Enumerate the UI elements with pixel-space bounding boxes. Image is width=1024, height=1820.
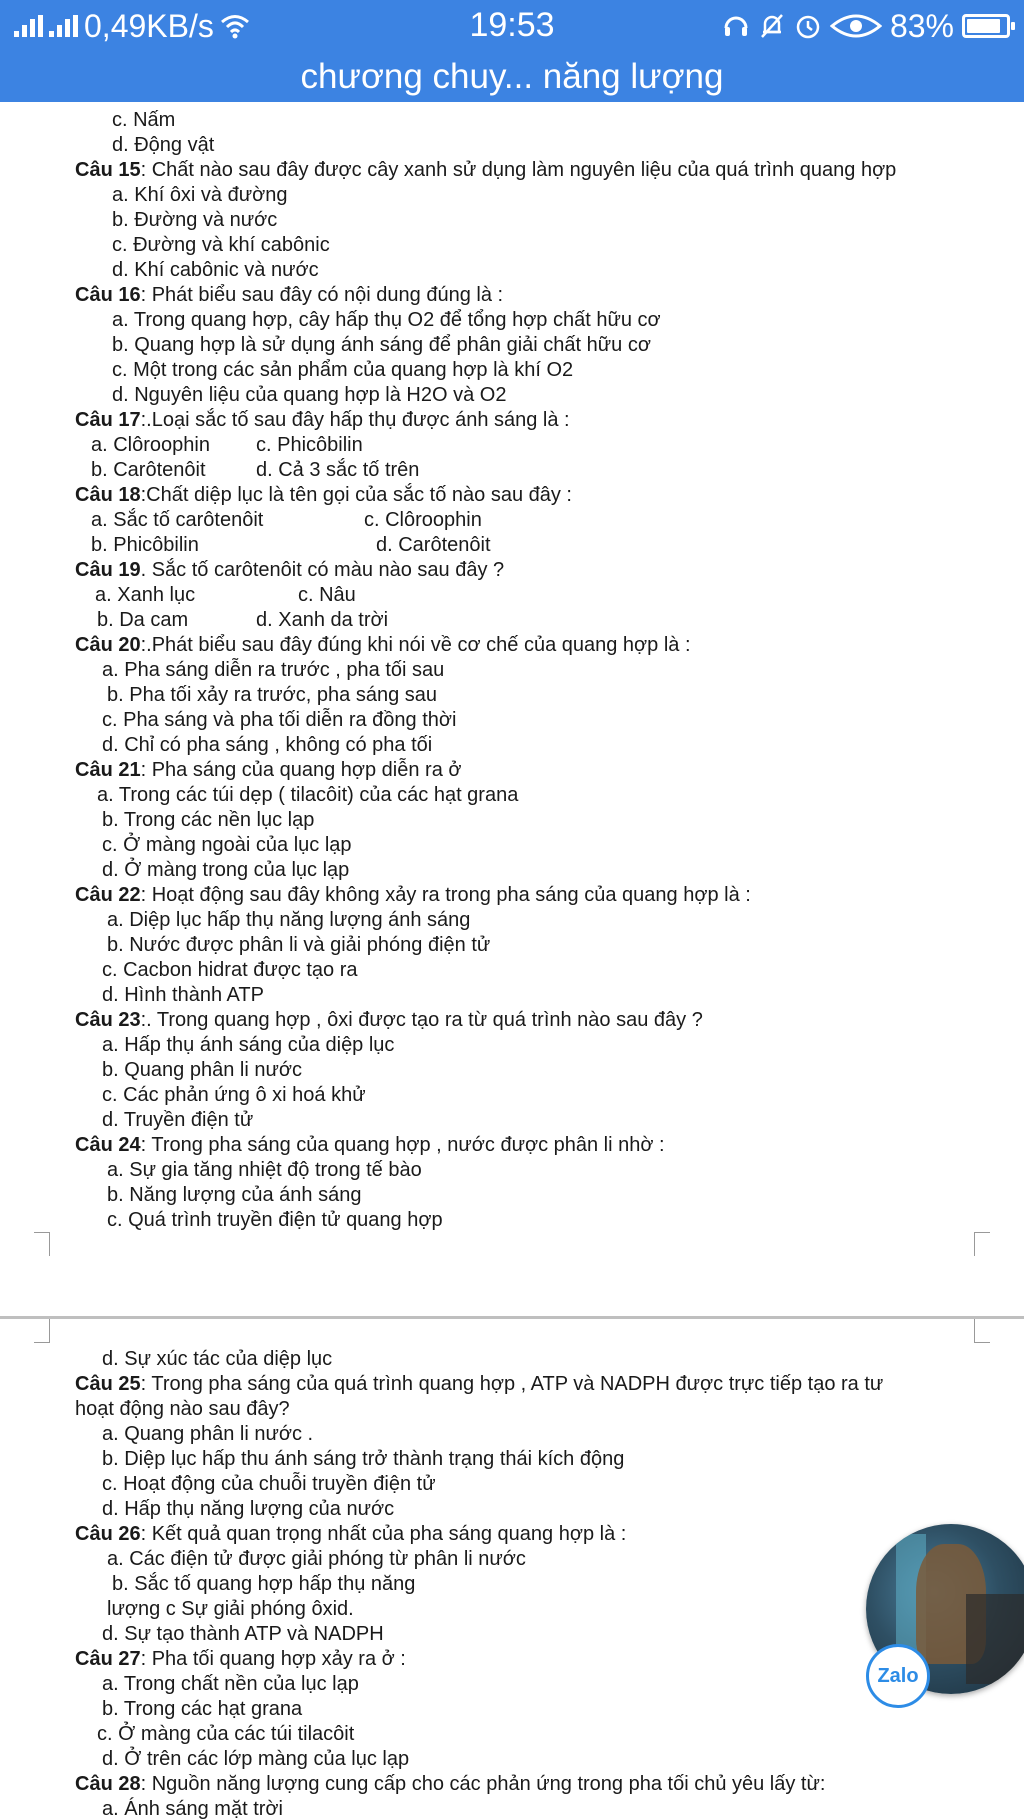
answer-line: [91, 458, 206, 483]
answer-line: [376, 533, 491, 558]
answer-line: [112, 308, 661, 333]
line-text: : Chất nào sau đây được cây xanh sử dụng làm nguyên liệu của quá trình quang hợp: [140, 159, 897, 181]
question-line: [75, 1133, 665, 1158]
status-right: [722, 6, 1010, 46]
line-text: lượng c Sự giải phóng ôxid.: [107, 1598, 354, 1620]
question-label: Câu 17: [75, 409, 141, 431]
answer-line: [91, 508, 263, 533]
mute-bell-icon: [758, 12, 786, 40]
answer-line: [256, 433, 363, 458]
answer-line: [112, 108, 175, 133]
line-text: d. Khí cabônic và nước: [112, 259, 319, 281]
line-text: c. Đường và khí cabônic: [112, 234, 330, 256]
line-text: b. Da cam: [97, 609, 189, 631]
line-text: a. Sự gia tăng nhiệt độ trong tế bào: [107, 1159, 422, 1181]
line-text: c. Hoạt động của chuỗi truyền điện tử: [102, 1473, 436, 1495]
question-line: [75, 758, 462, 783]
line-text: a. Hấp thụ ánh sáng của diệp lục: [102, 1034, 395, 1056]
answer-line: [102, 1033, 394, 1058]
avatar-photo-detail: [966, 1594, 1024, 1684]
line-text: d. Hấp thụ năng lượng của nước: [102, 1498, 395, 1520]
line-text: c. Phicôbilin: [256, 434, 363, 456]
answer-line: [102, 658, 444, 683]
answer-line: [102, 1797, 283, 1820]
line-text: b. Trong các hạt grana: [102, 1698, 303, 1720]
line-text: d. Xanh da trời: [256, 609, 389, 631]
answer-line: [102, 1422, 313, 1447]
line-text: b. Quang phân li nước: [102, 1059, 302, 1081]
answer-line: [364, 508, 482, 533]
answer-line: [102, 1747, 409, 1772]
answer-line: [112, 383, 506, 408]
line-text: c. Clôroophin: [364, 509, 482, 531]
question-label: Câu 27: [75, 1648, 141, 1670]
line-text: : Nguồn năng lượng cung cấp cho các phản ứng trong pha tối chủ yêu lấy từ:: [140, 1773, 826, 1795]
answer-line: [102, 733, 432, 758]
line-text: c. Pha sáng và pha tối diễn ra đồng thời: [102, 709, 457, 731]
question-label: Câu 20: [75, 634, 141, 656]
answer-line: [102, 1108, 253, 1133]
line-text: a. Diệp lục hấp thụ năng lượng ánh sáng: [107, 909, 471, 931]
line-text: d. Cả 3 sắc tố trên: [256, 459, 420, 481]
answer-line: [102, 1672, 359, 1697]
answer-line: [112, 133, 214, 158]
question-label: Câu 23: [75, 1009, 141, 1031]
answer-line: [102, 958, 358, 983]
line-text: b. Quang hợp là sử dụng ánh sáng để phân giải chất hữu cơ: [112, 334, 651, 356]
line-text: c. Quá trình truyền điện tử quang hợp: [107, 1209, 443, 1231]
question-line: [75, 1772, 825, 1797]
page-corner-mark: [34, 1319, 50, 1343]
question-label: Câu 25: [75, 1373, 141, 1395]
line-text: a. Sắc tố carôtenôit: [91, 509, 264, 531]
line-text: a. Quang phân li nước .: [102, 1423, 314, 1445]
question-label: Câu 19: [75, 559, 141, 581]
line-text: :. Trong quang hợp , ôxi được tạo ra từ quá trình nào sau đây ?: [140, 1009, 703, 1031]
line-text: d. Carôtenôit: [376, 534, 491, 556]
line-text: : Phát biểu sau đây có nội dung đúng là :: [140, 284, 504, 306]
answer-line: [107, 1208, 443, 1233]
answer-line: [256, 608, 388, 633]
answer-line: [107, 933, 490, 958]
line-text: :.Loại sắc tố sau đây hấp thụ được ánh sáng là :: [140, 409, 570, 431]
line-text: a. Clôroophin: [91, 434, 210, 456]
line-text: b. Sắc tố quang hợp hấp thụ năng: [112, 1573, 416, 1595]
question-label: Câu 15: [75, 159, 141, 181]
question-line: [75, 883, 751, 908]
line-text: a. Trong chất nền của lục lạp: [102, 1673, 359, 1695]
battery-fill: [967, 19, 1000, 33]
line-text: d. Nguyên liệu của quang hợp là H2O và O2: [112, 384, 507, 406]
question-label: Câu 18: [75, 484, 141, 506]
line-text: c. Ở màng ngoài của lục lạp: [102, 834, 352, 856]
app-bar: [0, 0, 1024, 102]
line-text: a. Trong quang hợp, cây hấp thụ O2 để tổng hợp chất hữu cơ: [112, 309, 661, 331]
line-text: c. Nâu: [298, 584, 356, 606]
line-text: a. Ánh sáng mặt trời: [102, 1798, 283, 1820]
question-line: [75, 1008, 703, 1033]
answer-line: [107, 1183, 361, 1208]
line-text: : Kết quả quan trọng nhất của pha sáng quang hợp là :: [140, 1523, 627, 1545]
question-line: [75, 1647, 406, 1672]
answer-line: [107, 908, 470, 933]
line-text: c. Một trong các sản phẩm của quang hợp là khí O2: [112, 359, 574, 381]
line-text: a. Xanh lục: [95, 584, 196, 606]
answer-line: [298, 583, 356, 608]
headset-icon: [722, 12, 750, 40]
line-text: b. Trong các nền lục lạp: [102, 809, 315, 831]
answer-line: [112, 333, 651, 358]
line-text: a. Pha sáng diễn ra trước , pha tối sau: [102, 659, 445, 681]
status-bar: [0, 0, 1024, 52]
answer-line: [97, 608, 188, 633]
line-text: a. Khí ôxi và đường: [112, 184, 288, 206]
answer-line: [102, 1058, 302, 1083]
answer-line: [107, 1158, 422, 1183]
question-label: Câu 16: [75, 284, 141, 306]
line-text: d. Ở màng trong của lục lạp: [102, 859, 350, 881]
question-line: [75, 558, 504, 583]
line-text: : Pha tối quang hợp xảy ra ở :: [140, 1648, 406, 1670]
answer-line: [112, 183, 288, 208]
line-text: b. Phicôbilin: [91, 534, 199, 556]
line-text: c. Nấm: [112, 109, 176, 131]
question-line: [75, 1372, 883, 1397]
page-corner-mark: [974, 1232, 990, 1256]
answer-line: [102, 858, 349, 883]
answer-line: [256, 458, 419, 483]
page-break: [0, 1316, 1024, 1319]
question-label: Câu 22: [75, 884, 141, 906]
answer-line: [112, 1572, 415, 1597]
zalo-logo-icon: Zalo: [866, 1644, 930, 1708]
line-text: d. Ở trên các lớp màng của lục lạp: [102, 1748, 410, 1770]
answer-line: [107, 1597, 354, 1622]
question-line: [75, 158, 896, 183]
line-text: a. Trong các túi dẹp ( tilacôit) của các hạt grana: [97, 784, 519, 806]
page-title: chương chuy... năng lượng: [300, 57, 724, 96]
answer-line: [102, 1697, 302, 1722]
page-corner-mark: [974, 1319, 990, 1343]
line-text: c. Các phản ứng ô xi hoá khử: [102, 1084, 366, 1106]
question-label: Câu 24: [75, 1134, 141, 1156]
line-text: d. Động vật: [112, 134, 215, 156]
line-text: hoạt động nào sau đây?: [75, 1398, 290, 1420]
answer-line: [102, 708, 456, 733]
line-text: b. Carôtenôit: [91, 459, 206, 481]
answer-line: [102, 1497, 394, 1522]
clock: 19:53: [469, 6, 555, 44]
line-text: c. Cacbon hidrat được tạo ra: [102, 959, 358, 981]
answer-line: [102, 1347, 332, 1372]
answer-line: [112, 208, 277, 233]
line-text: :.Phát biểu sau đây đúng khi nói về cơ chế của quang hợp là :: [140, 634, 691, 656]
line-text: : Trong pha sáng của quang hợp , nước được phân li nhờ :: [140, 1134, 665, 1156]
line-text: : Pha sáng của quang hợp diễn ra ở: [140, 759, 462, 781]
line-text: b. Đường và nước: [112, 209, 278, 231]
line-text: b. Năng lượng của ánh sáng: [107, 1184, 362, 1206]
answer-line: [102, 1472, 436, 1497]
document-viewer[interactable]: [0, 102, 1024, 1820]
answer-line: [107, 1547, 526, 1572]
answer-line: [102, 833, 352, 858]
line-text: d. Truyền điện tử: [102, 1109, 254, 1131]
line-text: b. Pha tối xảy ra trước, pha sáng sau: [107, 684, 438, 706]
network-speed: 0,49KB/s: [84, 7, 214, 44]
eye-icon: [830, 12, 882, 40]
line-text: a. Các điện tử được giải phóng từ phân li nước: [107, 1548, 526, 1570]
answer-line: [97, 783, 518, 808]
answer-line: [112, 358, 573, 383]
answer-line: [112, 258, 319, 283]
answer-line: [107, 683, 437, 708]
answer-line: [91, 433, 210, 458]
question-label: Câu 26: [75, 1523, 141, 1545]
line-text: d. Sự xúc tác của diệp lục: [102, 1348, 333, 1370]
battery-percent: 83%: [889, 7, 954, 44]
line-text: d. Sự tạo thành ATP và NADPH: [102, 1623, 384, 1645]
answer-line: [102, 808, 314, 833]
battery-icon: [962, 14, 1010, 38]
line-text: b. Diệp lục hấp thu ánh sáng trở thành trạng thái kích động: [102, 1448, 625, 1470]
question-label: Câu 21: [75, 759, 141, 781]
line-text: d. Chỉ có pha sáng , không có pha tối: [102, 734, 433, 756]
line-text: :Chất diệp lục là tên gọi của sắc tố nào sau đây :: [140, 484, 572, 506]
answer-line: [112, 233, 330, 258]
answer-line: [97, 1722, 354, 1747]
question-label: Câu 28: [75, 1773, 141, 1795]
answer-line: [102, 1083, 366, 1108]
question-line: [75, 408, 570, 433]
answer-line: [91, 533, 199, 558]
question-line: [75, 283, 503, 308]
line-text: . Sắc tố carôtenôit có màu nào sau đây ?: [140, 559, 505, 581]
line-text: : Hoạt động sau đây không xảy ra trong pha sáng của quang hợp là :: [140, 884, 751, 906]
line-text: d. Hình thành ATP: [102, 984, 264, 1006]
question-line: [75, 1522, 626, 1547]
answer-line: [75, 1397, 290, 1422]
question-line: [75, 483, 572, 508]
question-line: [75, 633, 691, 658]
answer-line: [102, 1622, 384, 1647]
answer-line: [95, 583, 195, 608]
page-corner-mark: [34, 1232, 50, 1256]
alarm-icon: [794, 12, 822, 40]
line-text: c. Ở màng của các túi tilacôit: [97, 1723, 355, 1745]
answer-line: [102, 983, 264, 1008]
line-text: b. Nước được phân li và giải phóng điện tử: [107, 934, 491, 956]
line-text: : Trong pha sáng của quá trình quang hợp , ATP và NADPH được trực tiếp tạo ra tư: [140, 1373, 884, 1395]
answer-line: [102, 1447, 624, 1472]
